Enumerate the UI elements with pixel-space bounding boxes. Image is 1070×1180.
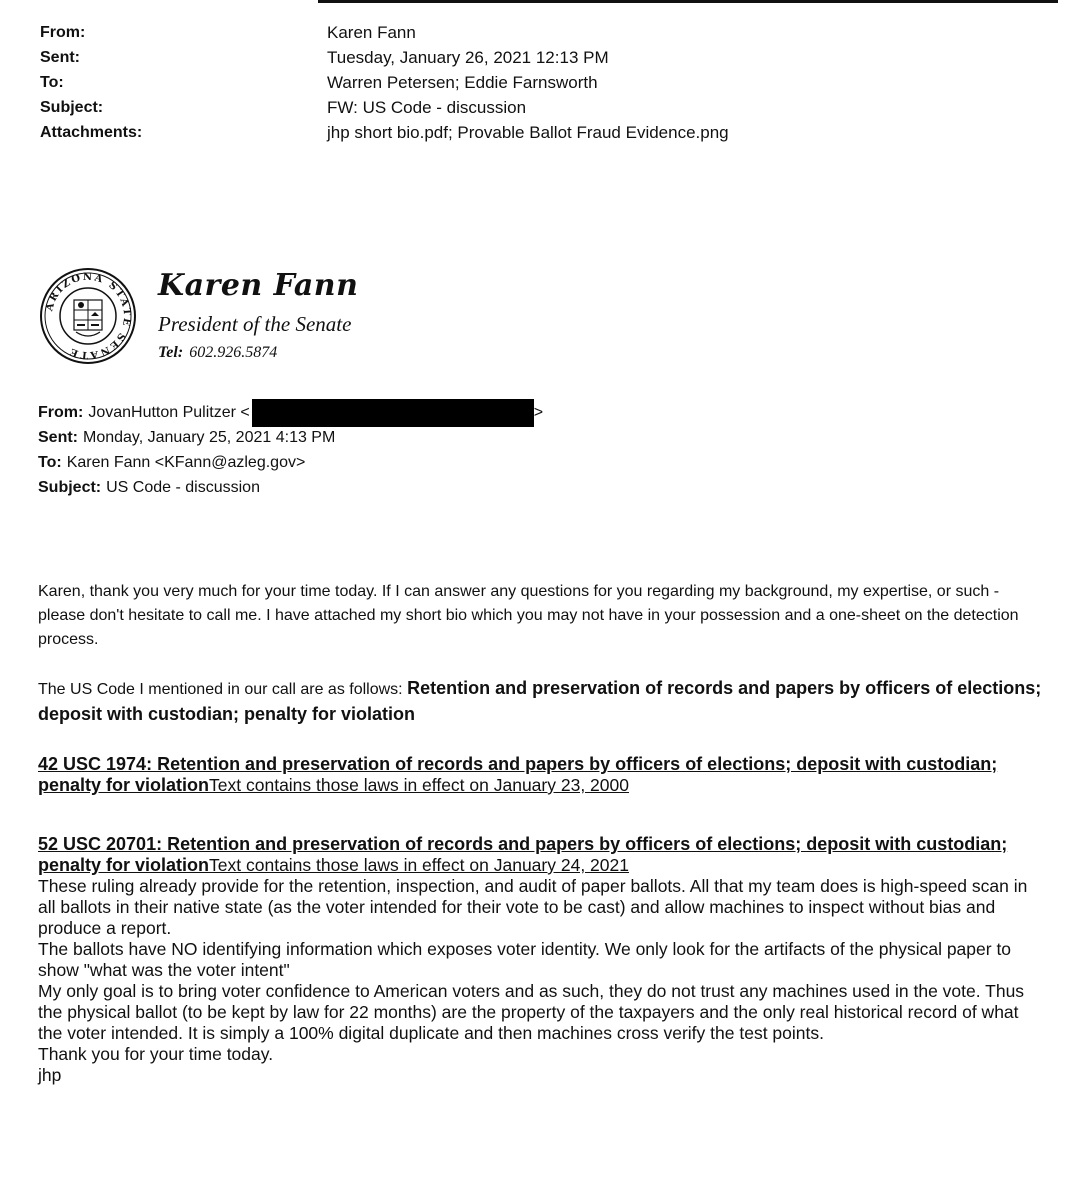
paragraph-intro: Karen, thank you very much for your time today. If I can answer any questions for you regarding my background, my expertise, or such - please don't hesitate to call me. I have attached my short bio which you may not have in your possession and a one-sheet on the detection process. xyxy=(38,583,1019,648)
fwd-to-row xyxy=(38,450,1038,475)
subject-value: FW: US Code - discussion xyxy=(327,97,527,117)
header-to-row xyxy=(40,70,1040,95)
fwd-subject-label: Subject: xyxy=(38,478,102,496)
fwd-subject-row xyxy=(38,475,1038,500)
paragraph-us-code xyxy=(38,676,1043,728)
to-value: Warren Petersen; Eddie Farnsworth xyxy=(327,72,598,92)
tel-label: Tel: xyxy=(158,344,184,361)
paragraph-ruling: These ruling already provide for the retention, inspection, and audit of paper ballots. All that my team does is high-speed scan in all ballots in their native state (as the voter intended for their vote to be cast) and allow machines to inspect without bias and produce a report. xyxy=(38,876,1028,938)
redaction-bar xyxy=(252,399,534,427)
fwd-to-label: To: xyxy=(38,453,62,471)
from-label: From: xyxy=(40,23,86,41)
sent-label: Sent: xyxy=(40,48,80,66)
sign-off: jhp xyxy=(38,1065,62,1085)
link-42-usc-1974[interactable] xyxy=(38,754,1043,796)
top-divider xyxy=(318,0,1058,3)
signature-phone xyxy=(158,344,277,362)
header-subject-row xyxy=(40,95,1040,120)
link1-title: 42 USC 1974: Retention and preservation of records and papers by officers of elections; deposit with custodian; penalty for violation xyxy=(38,754,998,795)
header-sent-row xyxy=(40,45,1040,70)
fwd-from-label: From: xyxy=(38,403,84,421)
fwd-from-suffix: > xyxy=(533,403,544,421)
senate-seal-icon xyxy=(38,266,138,366)
seal-text: ARIZONA STATE SENATE xyxy=(44,271,133,361)
signature-block xyxy=(38,262,538,372)
fwd-to-value: Karen Fann <KFann@azleg.gov> xyxy=(66,453,306,471)
fwd-from-row xyxy=(38,400,1038,425)
attachments-label: Attachments: xyxy=(40,123,143,141)
us-code-intro: The US Code I mentioned in our call are as follows: xyxy=(38,681,408,698)
signature-title: President of the Senate xyxy=(158,312,352,336)
closing-line: Thank you for your time today. xyxy=(38,1044,274,1064)
email-header xyxy=(40,20,1040,145)
link-52-usc-20701[interactable] xyxy=(38,834,1043,876)
sent-value: Tuesday, January 26, 2021 12:13 PM xyxy=(327,47,609,67)
link2-title: 52 USC 20701: Retention and preservation of records and papers by officers of elections; deposit with custodian; penalty for violation xyxy=(38,834,1008,875)
paragraph-goal: My only goal is to bring voter confidence to American voters and as such, they do not trust any machines used in the vote. Thus the physical ballot (to be kept by law for 22 months) are the property of the taxpayers and the only real historical record of what the voter intended. It is simply a 100% digital duplicate and then machines cross verify the test points. xyxy=(38,981,1025,1043)
header-from-row xyxy=(40,20,1040,45)
from-value: Karen Fann xyxy=(327,22,416,42)
tel-value: 602.926.5874 xyxy=(189,344,278,361)
link2-text: Text contains those laws in effect on January 24, 2021 xyxy=(209,855,629,875)
paragraph-identity: The ballots have NO identifying information which exposes voter identity. We only look for the artifacts of the physical paper to show "what was the voter intent" xyxy=(38,939,1012,980)
us-code-title: Retention and preservation of records and papers by officers of elections; deposit with custodian; penalty for violation xyxy=(38,678,1042,724)
forwarded-header xyxy=(38,400,1038,500)
attachments-value: jhp short bio.pdf; Provable Ballot Fraud Evidence.png xyxy=(327,122,729,142)
fwd-sent-row xyxy=(38,425,1038,450)
fwd-sent-label: Sent: xyxy=(38,428,78,446)
header-attachments-row xyxy=(40,120,1040,145)
fwd-from-value: JovanHutton Pulitzer < xyxy=(88,403,250,421)
email-body xyxy=(38,580,1043,1086)
fwd-subject-value: US Code - discussion xyxy=(106,478,260,496)
signature-name: Karen Fann xyxy=(158,268,359,303)
subject-label: Subject: xyxy=(40,98,104,116)
to-label: To: xyxy=(40,73,64,91)
fwd-sent-value: Monday, January 25, 2021 4:13 PM xyxy=(83,428,336,446)
link1-text: Text contains those laws in effect on January 23, 2000 xyxy=(209,775,629,795)
